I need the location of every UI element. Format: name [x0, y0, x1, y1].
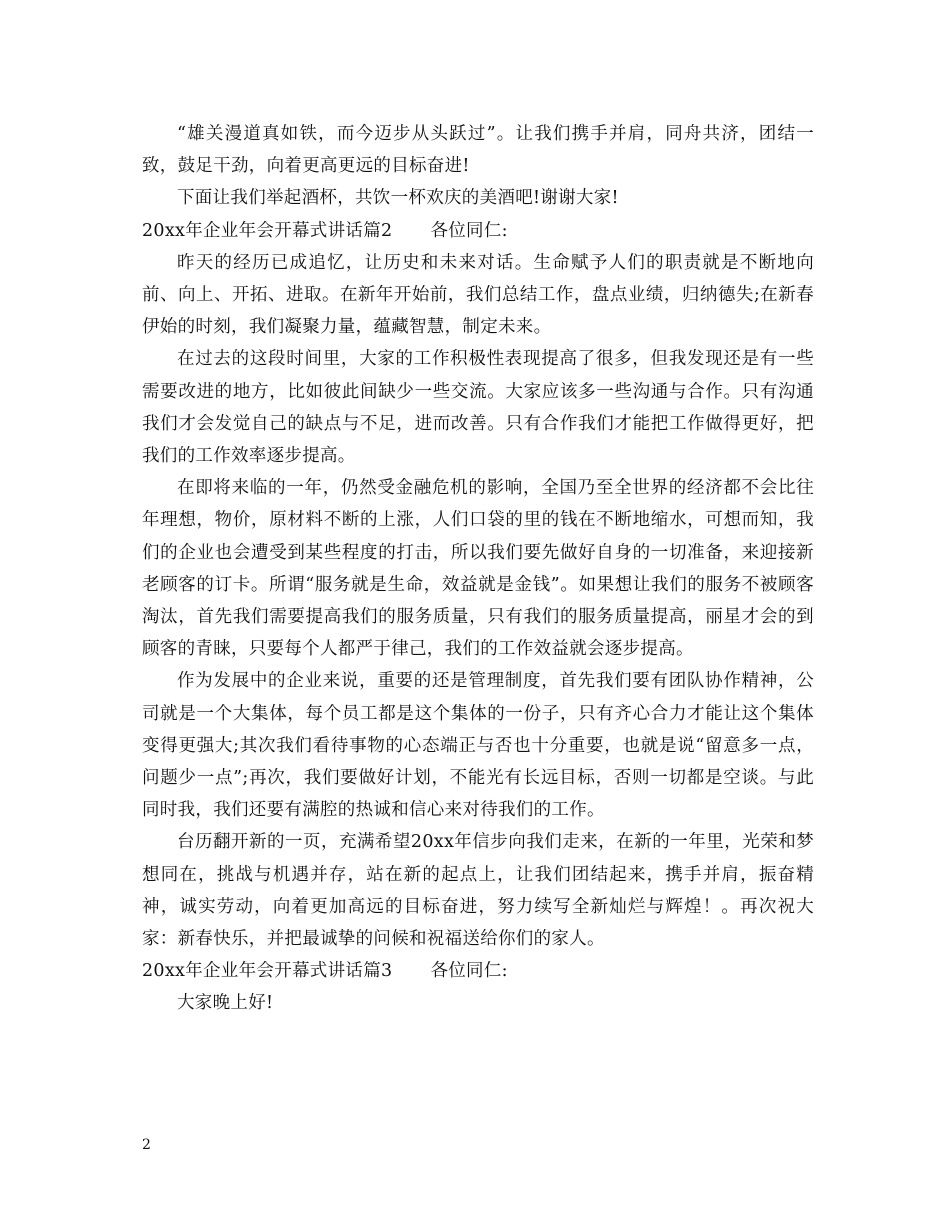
section-title: 20xx年企业年会开幕式讲话篇3 — [142, 961, 393, 982]
body-paragraph: 作为发展中的企业来说，重要的还是管理制度，首先我们要有团队协作精神，公司就是一个大集体，每个员工都是这个集体的一份子，只有齐心合力才能让这个集体变得更强大;其次我们看待事物的心态端正与否也十分重要，也就是说“留意多一点，问题少一点”;再次，我们要做好计划，不能光有长远目标，否则一切都是空谈。与此同时我，我们还要有满腔的热诚和信心来对待我们的工作。 — [142, 671, 814, 821]
body-paragraph: 台历翻开新的一页，充满希望20xx年信步向我们走来，在新的一年里，光荣和梦想同在，挑战与机遇并存，站在新的起点上，让我们团结起来，携手并肩，振奋精神，诚实劳动，向着更加高远的目标奋进，努力续写全新灿烂与辉煌！。再次祝大家：新春快乐，并把最诚挚的问候和祝福送给你们的家人。 — [142, 832, 814, 950]
body-paragraph: “雄关漫道真如铁，而今迈步从头跃过”。让我们携手并肩，同舟共济，团结一致，鼓足干劲，向着更高更远的目标奋进! — [142, 124, 814, 177]
body-paragraph: 在过去的这段时间里，大家的工作积极性表现提高了很多，但我发现还是有一些需要改进的地方，比如彼此间缺少一些交流。大家应该多一些沟通与合作。只有沟通我们才会发觉自己的缺点与不足，进而改善。只有合作我们才能把工作做得更好，把我们的工作效率逐步提高。 — [142, 349, 814, 467]
body-paragraph: 下面让我们举起酒杯，共饮一杯欢庆的美酒吧!谢谢大家! — [177, 188, 619, 209]
body-paragraph: 昨天的经历已成追忆，让历史和未来对话。生命赋予人们的职责就是不断地向前、向上、开拓、进取。在新年开始前，我们总结工作，盘点业绩，归纳德失;在新春伊始的时刻，我们凝聚力量，蕴藏智慧，制定未来。 — [142, 252, 814, 338]
section-title: 20xx年企业年会开幕式讲话篇2 — [142, 220, 393, 241]
section-greeting: 各位同仁: — [430, 220, 508, 241]
section-greeting: 各位同仁: — [430, 961, 508, 982]
body-paragraph: 大家晚上好! — [177, 993, 274, 1014]
document-body — [142, 118, 814, 1020]
section-heading — [142, 955, 814, 987]
page-number: 2 — [142, 1137, 151, 1153]
body-paragraph: 在即将来临的一年，仍然受金融危机的影响，全国乃至全世界的经济都不会比往年理想，物价，原材料不断的上涨，人们口袋的里的钱在不断地缩水，可想而知，我们的企业也会遭受到某些程度的打击，所以我们要先做好自身的一切准备，来迎接新老顾客的订卡。所谓“服务就是生命，效益就是金钱”。如果想让我们的服务不被顾客淘汰，首先我们需要提高我们的服务质量，只有我们的服务质量提高，丽星才会的到顾客的青睐，只要每个人都严于律己，我们的工作效益就会逐步提高。 — [142, 478, 814, 660]
section-heading — [142, 215, 814, 247]
